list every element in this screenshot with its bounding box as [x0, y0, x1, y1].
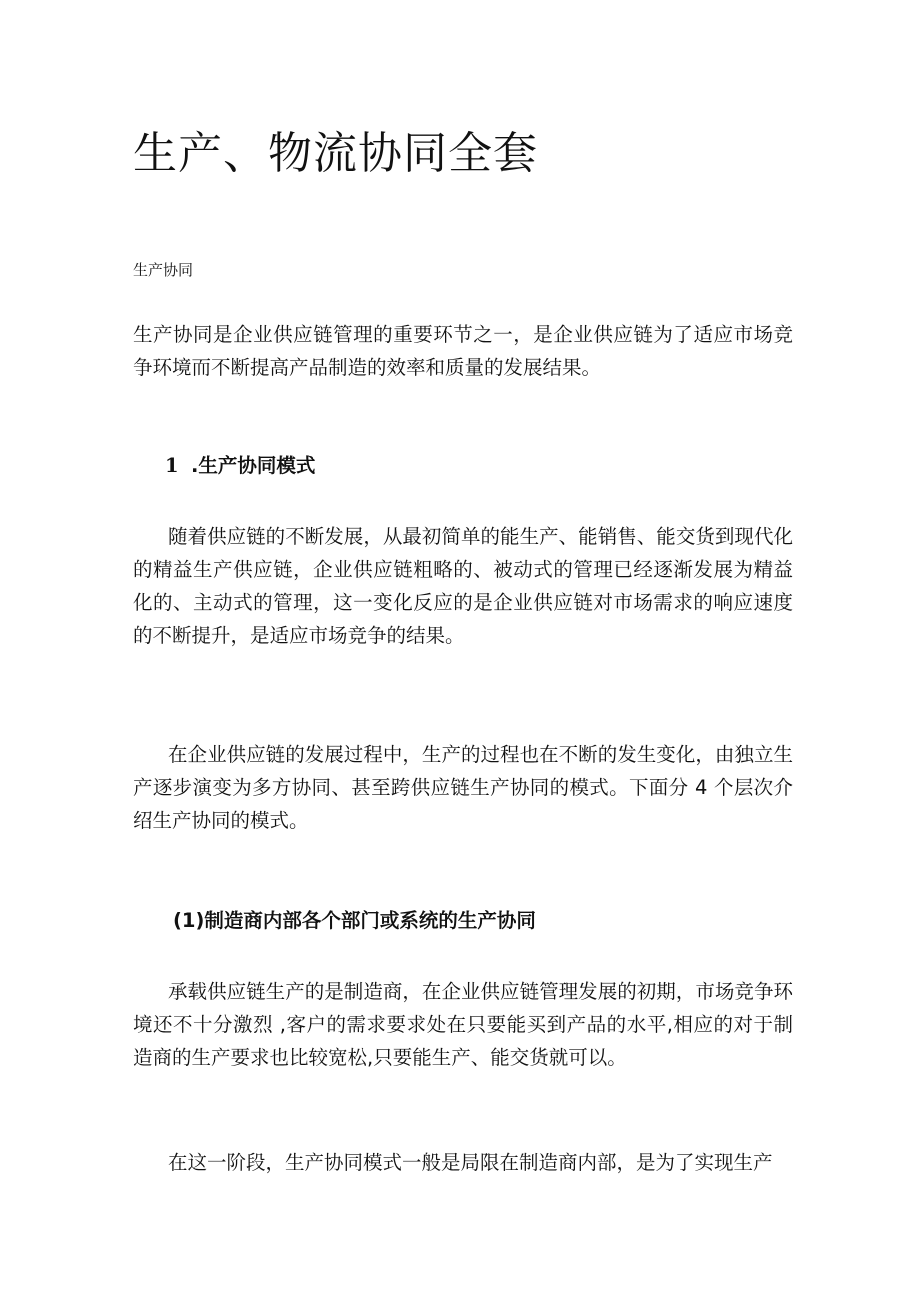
body-paragraph: 随着供应链的不断发展，从最初简单的能生产、能销售、能交货到现代化的精益生产供应链，企业供应链粗略的、被动式的管理已经逐渐发展为精益化的、主动式的管理，这一变化反应的是企业供应链对市场需求的响应速度的不断提升，是适应市场竞争的结果。	[133, 525, 793, 647]
subsection-heading: (1)制造商内部各个部门或系统的生产协同	[173, 909, 536, 932]
section-heading	[165, 451, 315, 481]
intro-paragraph: 生产协同是企业供应链管理的重要环节之一，是企业供应链为了适应市场竞争环境而不断提高产品制造的效率和质量的发展结果。	[133, 323, 793, 379]
body-paragraph: 在这一阶段，生产协同模式一般是局限在制造商内部，是为了实现生产	[168, 1151, 773, 1174]
body-paragraph: 在企业供应链的发展过程中，生产的过程也在不断的发生变化，由独立生产逐步演变为多方协同、甚至跨供应链生产协同的模式。下面分 4 个层次介绍生产协同的模式。	[133, 743, 793, 832]
document-title: 生产、物流协同全套	[133, 128, 538, 179]
section-title: .生产协同模式	[191, 454, 316, 477]
body-paragraph: 承载供应链生产的是制造商，在企业供应链管理发展的初期，市场竞争环境还不十分激烈 ,客户的需求要求处在只要能买到产品的水平,相应的对于制造商的生产要求也比较宽松,只要能生产、能交货就可以。	[133, 980, 793, 1069]
document-subtitle: 生产协同	[133, 261, 194, 279]
section-number: 1	[165, 454, 179, 477]
